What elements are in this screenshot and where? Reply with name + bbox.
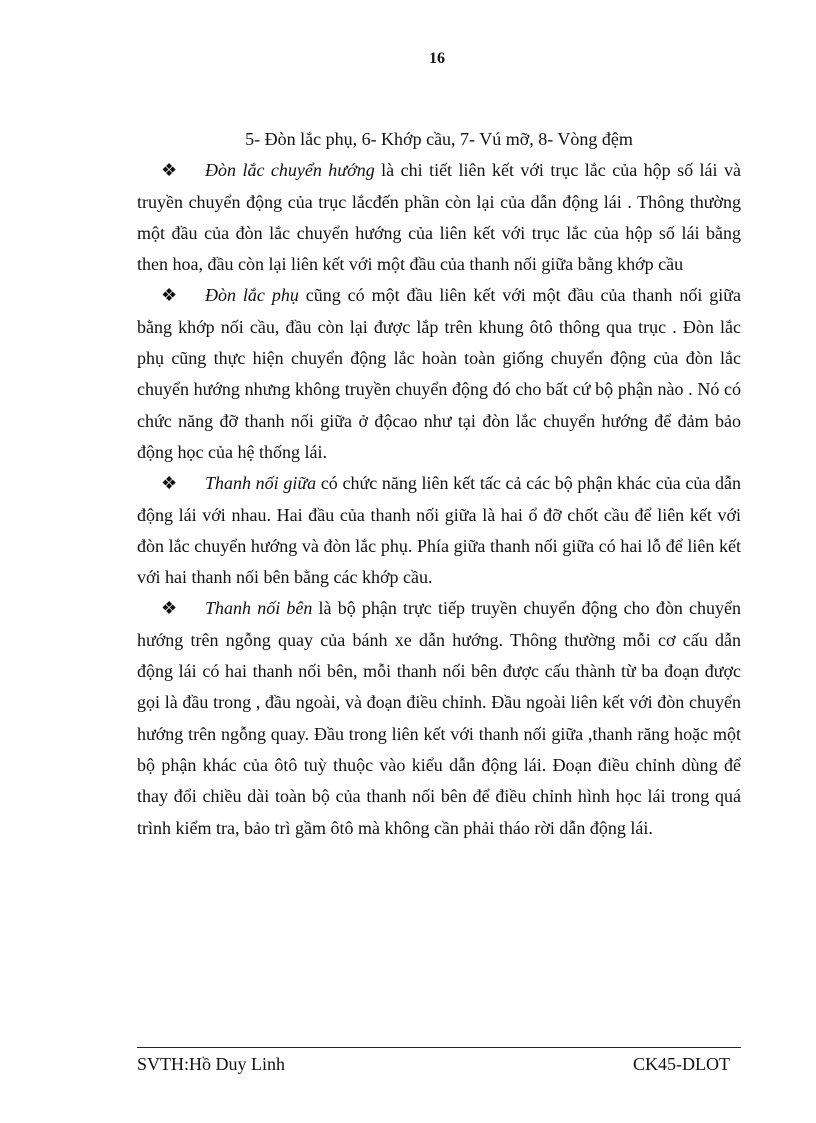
- paragraph-term: Thanh nối bên: [205, 598, 313, 619]
- figure-caption: 5- Đòn lắc phụ, 6- Khớp cầu, 7- Vú mỡ, 8- Vòng đệm: [245, 129, 633, 149]
- diamond-bullet-icon: ❖: [161, 598, 178, 619]
- page-number: 16: [429, 50, 445, 67]
- paragraph-text: là chi tiết liên kết với trục lắc của hộp số lái và truyền chuyển động của trục lắcđến phần còn lại của dẫn động lái . Thông thường một đầu của đòn lắc chuyển hướng của liên kết với trục lắc của hộp số lái bằng then hoa, đầu còn lại liên kết với một đầu của thanh nối giữa bằng khớp cầu: [137, 160, 741, 275]
- paragraph-thanh-noi-ben: [137, 593, 741, 843]
- diamond-bullet-icon: ❖: [161, 160, 178, 181]
- footer-divider: [137, 1047, 741, 1048]
- document-body: [137, 124, 741, 844]
- paragraph-text: là bộ phận trực tiếp truyền chuyển động cho đòn chuyển hướng trên ngỗng quay của bánh xe dẫn hướng. Thông thường mỗi cơ cấu dẫn động lái có hai thanh nối bên, mỗi thanh nối bên được cấu thành từ ba đoạn được gọi là đầu trong , đầu ngoài, và đoạn điều chỉnh. Đầu ngoài liên kết với đòn chuyển hướng trên ngỗng quay. Đầu trong liên kết với thanh nối giữa ,thanh răng hoặc một bộ phận khác của ôtô tuỳ thuộc vào kiểu dẫn động lái. Đoạn điều chỉnh dùng để thay đổi chiều dài toàn bộ của thanh nối bên để điều chỉnh hình học lái trong quá trình kiểm tra, bảo trì gầm ôtô mà không cần phải tháo rời dẫn động lái.: [137, 598, 741, 838]
- paragraph-don-lac-chuyen-huong: [137, 155, 741, 280]
- paragraph-term: Đòn lắc phụ: [205, 285, 299, 306]
- paragraph-thanh-noi-giua: [137, 468, 741, 593]
- paragraph-term: Đòn lắc chuyển hướng: [205, 160, 375, 181]
- footer-author: SVTH:Hồ Duy Linh: [137, 1054, 285, 1074]
- paragraph-text: có chức năng liên kết tấc cả các bộ phận khác của của dẫn động lái với nhau. Hai đầu của thanh nối giữa là hai ổ đỡ chốt cầu để liên kết với đòn lắc chuyển hướng và đòn lắc phụ. Phía giữa thanh nối giữa có hai lỗ để liên kết với hai thanh nối bên bằng các khớp cầu.: [137, 473, 741, 588]
- diamond-bullet-icon: ❖: [161, 285, 178, 306]
- paragraph-term: Thanh nối giữa: [205, 473, 317, 494]
- diamond-bullet-icon: ❖: [161, 473, 178, 494]
- paragraph-text: cũng có một đầu liên kết với một đầu của thanh nối giữa bằng khớp nối cầu, đầu còn lại được lắp trên khung ôtô thông qua trục . Đòn lắc phụ cũng thực hiện chuyển động lắc hoàn toàn giống chuyển động của đòn lắc chuyển hướng nhưng không truyền chuyển động đó cho bất cứ bộ phận nào . Nó có chức năng đỡ thanh nối giữa ở độcao như tại đòn lắc chuyển hướng để đảm bảo động học của hệ thống lái.: [137, 285, 741, 462]
- paragraph-don-lac-phu: [137, 280, 741, 468]
- footer-class-code: CK45-DLOT: [633, 1054, 730, 1074]
